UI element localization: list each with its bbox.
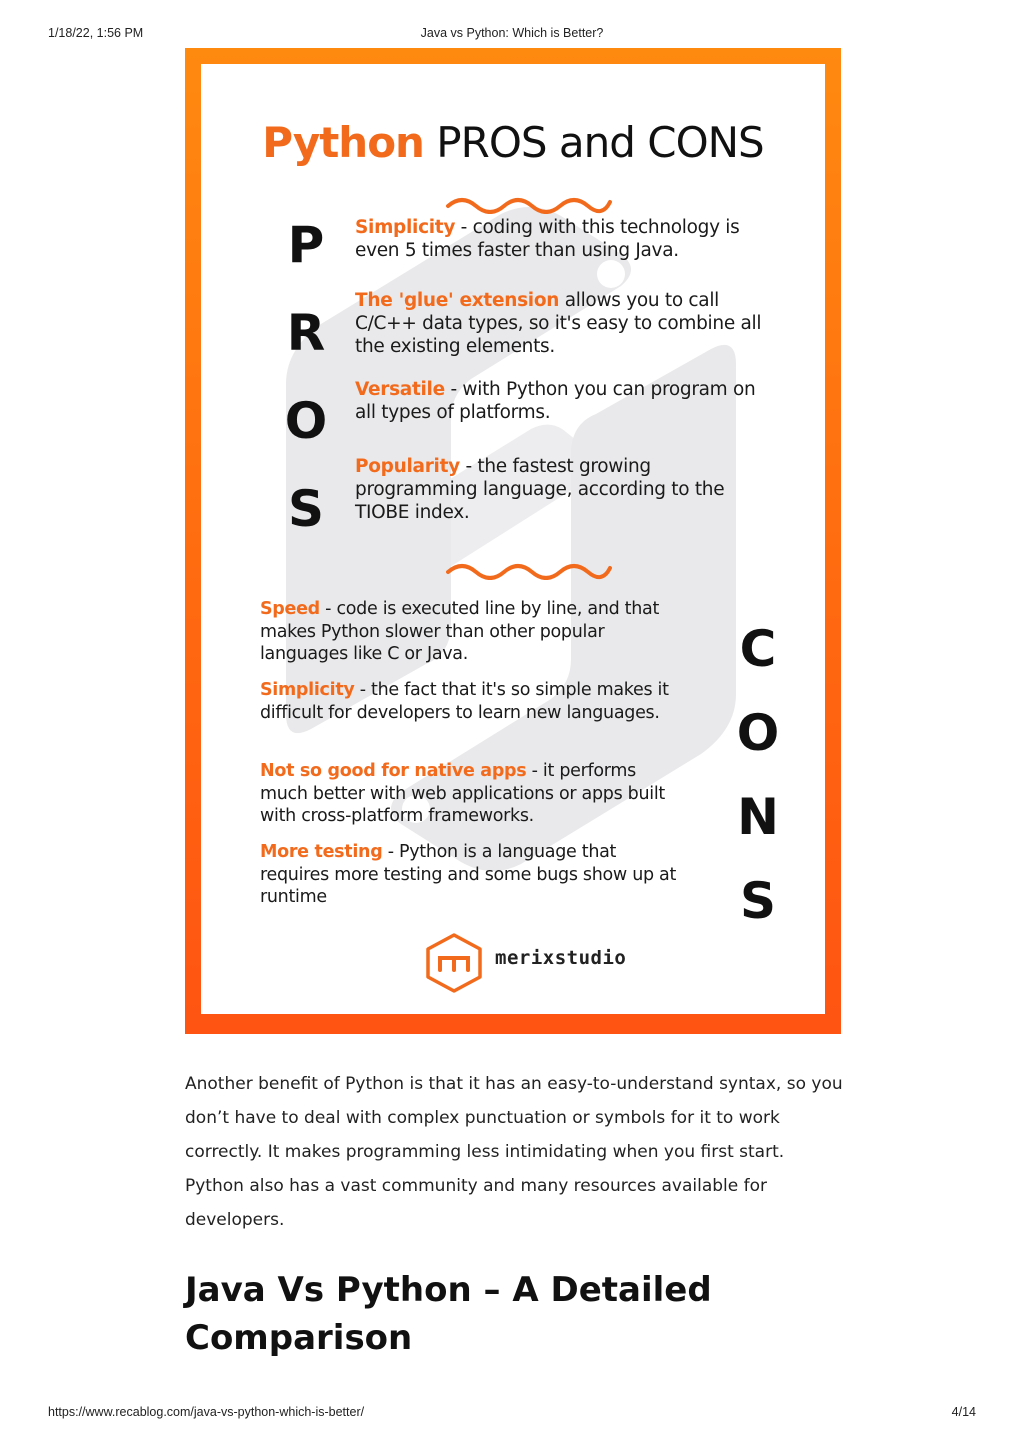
pro-text: - coding with this technology is even 5 times faster than using Java. <box>355 217 740 261</box>
infographic-title <box>201 118 825 167</box>
con-term: Not so good for native apps <box>260 761 527 781</box>
con-item <box>260 679 680 724</box>
infographic-card <box>201 64 825 1014</box>
con-text: - the fact that it's so simple makes it difficult for developers to learn new languages. <box>260 680 669 723</box>
pro-text: - the fastest growing programming language, according to the TIOBE index. <box>355 456 725 523</box>
pro-term: Simplicity <box>355 217 456 238</box>
con-item <box>260 760 680 828</box>
article-paragraph: Another benefit of Python is that it has an easy-to-understand syntax, so you don’t have to deal with complex punctuation or symbols for it to work correctly. It makes programming less intimidating when you first start. Python also has a vast community and many resources available for developers. <box>185 1074 843 1230</box>
pros-letter: P <box>287 216 325 274</box>
pros-letter: O <box>284 392 328 450</box>
print-doc-title: Java vs Python: Which is Better? <box>420 26 604 40</box>
con-item <box>260 841 680 909</box>
pro-item <box>355 378 775 424</box>
pro-term: Popularity <box>355 456 460 477</box>
pro-item <box>355 216 775 262</box>
pro-text: - with Python you can program on all types of platforms. <box>355 379 756 423</box>
cons-letter: C <box>739 620 777 678</box>
cons-letter: S <box>739 872 776 930</box>
cons-letter: N <box>737 788 779 846</box>
con-text: - code is executed line by line, and that makes Python slower than other popular languages like C or Java. <box>260 599 660 664</box>
pro-term: The 'glue' extension <box>355 290 560 311</box>
wave-divider-icon <box>444 192 614 214</box>
print-url: https://www.recablog.com/java-vs-python-which-is-better/ <box>48 1405 365 1419</box>
pros-letter: R <box>286 304 326 362</box>
con-text: - it performs much better with web applications or apps built with cross-platform frameworks. <box>260 761 665 826</box>
wave-divider-icon <box>444 558 614 580</box>
pro-item <box>355 289 775 358</box>
title-python: Python <box>262 118 424 167</box>
title-rest: PROS and CONS <box>423 118 764 167</box>
pro-item <box>355 455 775 524</box>
con-term: Speed <box>260 599 320 619</box>
brand-name: merixstudio <box>495 947 627 969</box>
section-heading: Java Vs Python – A Detailed Comparison <box>185 1270 712 1358</box>
python-pros-cons-infographic <box>185 48 841 1034</box>
merixstudio-logo-icon <box>424 932 484 994</box>
con-item <box>260 598 680 666</box>
pros-letter: S <box>287 480 324 538</box>
con-text: - Python is a language that requires more testing and some bugs show up at runtime <box>260 842 677 907</box>
print-page-number: 4/14 <box>951 1405 976 1419</box>
cons-letter: O <box>736 704 780 762</box>
print-datetime: 1/18/22, 1:56 PM <box>48 26 144 40</box>
pro-text: allows you to call C/C++ data types, so it's easy to combine all the existing elements. <box>355 290 762 357</box>
con-term: More testing <box>260 842 383 862</box>
con-term: Simplicity <box>260 680 355 700</box>
pro-term: Versatile <box>355 379 445 400</box>
